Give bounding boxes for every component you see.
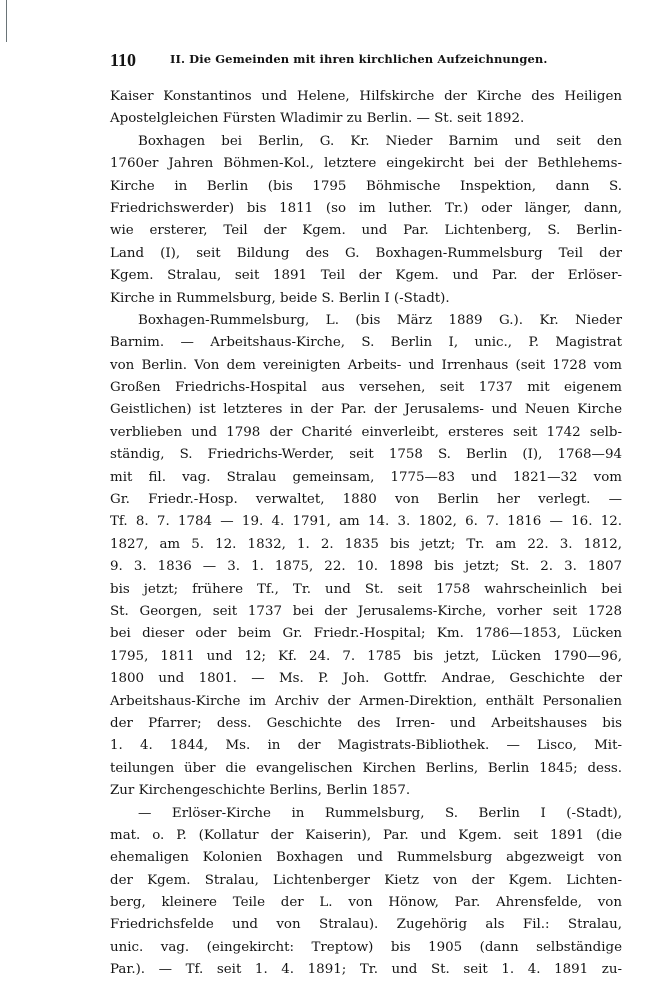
page-header [110,50,622,74]
text-line: 9. 3. 1836 — 3. 1. 1875, 22. 10. 1898 bis jetzt; St. 2. 3. 1807 [110,559,622,575]
text-line: bis jetzt; frühere Tf., Tr. und St. seit 1758 wahrscheinlich bei [110,581,622,597]
paragraph-kaiser-konstantinos [110,86,622,131]
page-body [110,86,622,982]
text-line: berg, kleinere Teile der L. von Hönow, Par. Ahrensfelde, von [110,895,622,911]
text-line: der Pfarrer; dess. Geschichte des Irren- und Arbeitshauses bis [110,715,622,731]
text-line: Tf. 8. 7. 1784 — 19. 4. 1791, am 14. 3. 1802, 6. 7. 1816 — 16. 12. [110,514,622,530]
text-line: Großen Friedrichs-Hospital aus versehen, seit 1737 mit eigenem [110,380,622,396]
text-line: Kirche in Berlin (bis 1795 Böhmische Inspektion, dann S. [110,178,622,194]
text-line: Kaiser Konstantinos und Helene, Hilfskirche der Kirche des Heiligen [110,89,622,104]
text-line: Friedrichsfelde und von Stralau). Zugehörig als Fil.: Stralau, [110,917,622,933]
text-line: 1760er Jahren Böhmen-Kol., letztere eingekircht bei der Bethlehems- [110,156,622,172]
paragraph-boxhagen-rummelsburg [110,310,622,803]
text-line: 1800 und 1801. — Ms. P. Joh. Gottfr. Andrae, Geschichte der [110,671,622,687]
text-line: verblieben und 1798 der Charité einverleibt, ersteres seit 1742 selb- [110,424,622,440]
text-line: Kgem. Stralau, seit 1891 Teil der Kgem. und Par. der Erlöser- [110,268,622,284]
scan-edge-line [6,0,7,42]
text-line: wie ersterer, Teil der Kgem. und Par. Lichtenberg, S. Berlin- [110,223,622,239]
text-line: mit fil. vag. Stralau gemeinsam, 1775—83 und 1821—32 vom [110,469,622,485]
text-line: Land (I), seit Bildung des G. Boxhagen-Rummelsburg Teil der [110,245,622,261]
text-line: St. Georgen, seit 1737 bei der Jerusalems-Kirche, vorher seit 1728 [110,603,622,619]
paragraph-boxhagen [110,131,622,310]
text-line: Geistlichen) ist letzteres in der Par. der Jerusalems- und Neuen Kirche [110,402,622,418]
text-line: Barnim. — Arbeitshaus-Kirche, S. Berlin I, unic., P. Magistrat [110,335,622,351]
text-line: Apostelgleichen Fürsten Wladimir zu Berlin. — St. seit 1892. [110,111,525,127]
text-line: Zur Kirchengeschichte Berlins, Berlin 1857. [110,783,411,799]
text-line: Gr. Friedr.-Hosp. verwaltet, 1880 von Berlin her verlegt. — [110,492,622,508]
paragraph-erloeser-kirche [110,803,622,982]
text-line: von Berlin. Von dem vereinigten Arbeits- und Irrenhaus (seit 1728 vom [110,357,622,373]
text-line: unic. vag. (eingekircht: Treptow) bis 1905 (dann selbständige [110,939,622,955]
page-number: 110 [110,50,137,70]
text-line: bei dieser oder beim Gr. Friedr.-Hospital; Km. 1786—1853, Lücken [110,626,622,642]
text-line: 1. 4. 1844, Ms. in der Magistrats-Bibliothek. — Lisco, Mit- [110,738,622,754]
text-line: der Kgem. Stralau, Lichtenberger Kietz von der Kgem. Lichten- [110,872,622,888]
running-title: II. Die Gemeinden mit ihren kirchlichen Aufzeichnungen. [170,52,548,66]
text-line: mat. o. P. (Kollatur der Kaiserin), Par. und Kgem. seit 1891 (die [110,827,622,843]
text-line: — Erlöser-Kirche in Rummelsburg, S. Berlin I (-Stadt), [138,805,622,821]
text-line: Boxhagen bei Berlin, G. Kr. Nieder Barnim und seit den [138,133,622,149]
text-line: Par.). — Tf. seit 1. 4. 1891; Tr. und St. seit 1. 4. 1891 zu- [110,962,622,978]
text-line: ehemaligen Kolonien Boxhagen und Rummelsburg abgezweigt von [110,850,622,866]
text-line: Arbeitshaus-Kirche im Archiv der Armen-Direktion, enthält Personalien [110,693,622,709]
text-line: 1795, 1811 und 12; Kf. 24. 7. 1785 bis jetzt, Lücken 1790—96, [110,648,622,664]
text-line: teilungen über die evangelischen Kirchen Berlins, Berlin 1845; dess. [110,760,622,776]
text-line: Friedrichswerder) bis 1811 (so im luther. Tr.) oder länger, dann, [110,200,622,216]
text-line: Boxhagen-Rummelsburg, L. (bis März 1889 G.). Kr. Nieder [138,312,622,328]
text-line: ständig, S. Friedrichs-Werder, seit 1758 S. Berlin (I), 1768—94 [110,447,622,463]
text-line: Kirche in Rummelsburg, beide S. Berlin I (-Stadt). [110,290,450,306]
text-line: 1827, am 5. 12. 1832, 1. 2. 1835 bis jetzt; Tr. am 22. 3. 1812, [110,536,622,552]
